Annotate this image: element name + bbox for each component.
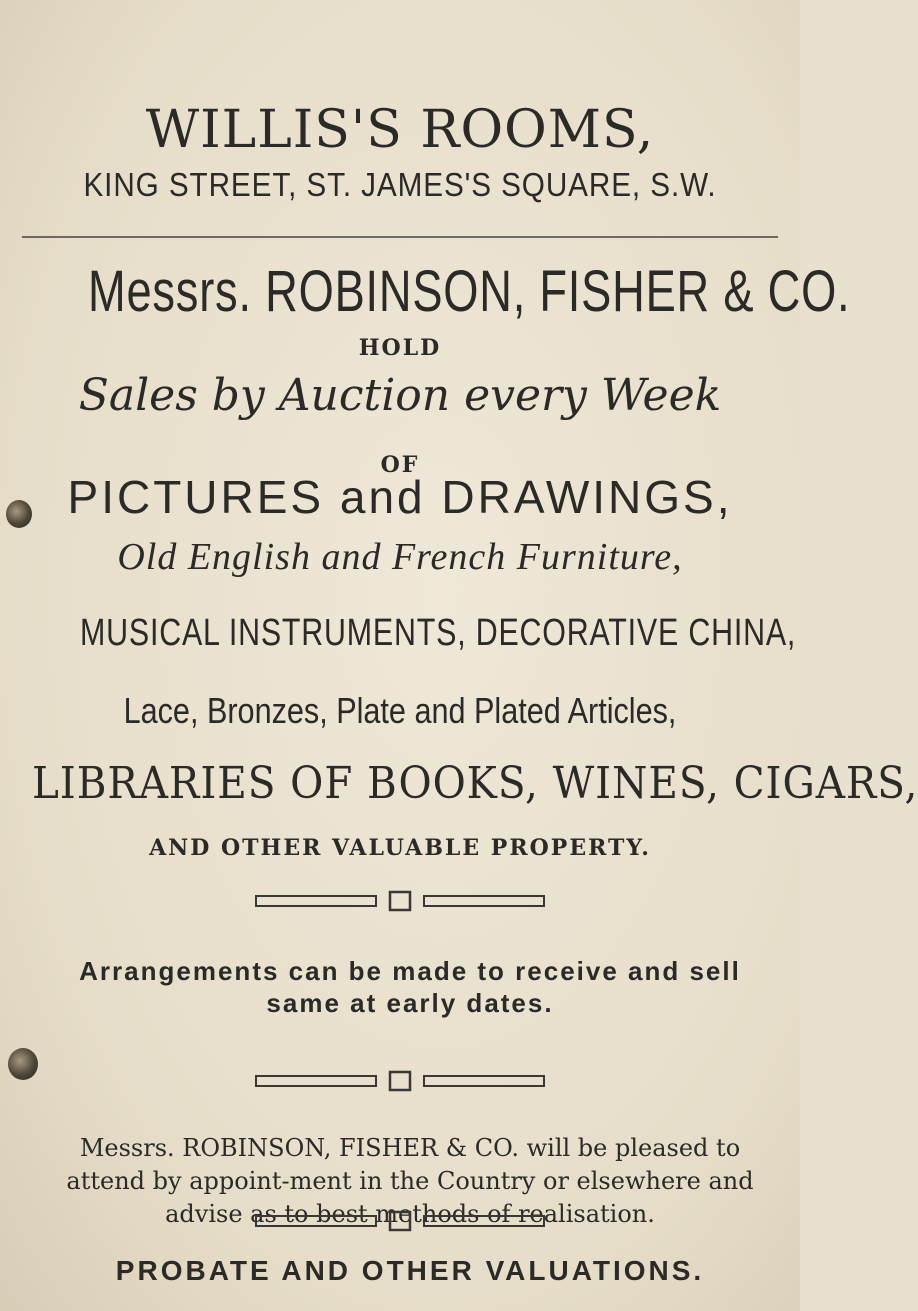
probate-heading: PROBATE AND OTHER VALUATIONS. — [115, 1255, 705, 1286]
header-divider — [22, 236, 778, 238]
lace-line: Lace, Bronzes, Plate and Plated Articles, — [123, 690, 677, 731]
of-text: OF — [380, 452, 420, 478]
rule-box-ornament-icon — [255, 1210, 545, 1232]
pictures-line: PICTURES and DRAWINGS, — [67, 471, 733, 523]
musical-line: MUSICAL INSTRUMENTS, DECORATIVE CHINA, — [80, 612, 797, 654]
binding-hole — [8, 1048, 38, 1080]
property-line: AND OTHER VALUABLE PROPERTY. — [149, 835, 651, 861]
address-subtitle: KING STREET, ST. JAMES'S SQUARE, S.W. — [83, 166, 717, 203]
binding-hole — [6, 500, 32, 528]
messrs-paragraph: Messrs. ROBINSON, FISHER & CO. will be pleased to attend by appoint-ment in the Country or elsewhere and advise as to best methods of realisation. — [66, 1134, 754, 1228]
firm-name: Messrs. ROBINSON, FISHER & CO. — [88, 259, 851, 324]
arrangements-paragraph: Arrangements can be made to receive and sell same at early dates. — [79, 956, 741, 1018]
furniture-line: Old English and French Furniture, — [117, 536, 683, 578]
sales-line: Sales by Auction every Week — [78, 370, 722, 421]
page-title: WILLIS'S ROOMS, — [145, 100, 655, 160]
hold-text: HOLD — [358, 335, 442, 361]
rule-box-ornament-icon — [255, 890, 545, 912]
rule-box-ornament-icon — [255, 1070, 545, 1092]
libraries-line: LIBRARIES OF BOOKS, WINES, CIGARS, — [32, 758, 918, 809]
